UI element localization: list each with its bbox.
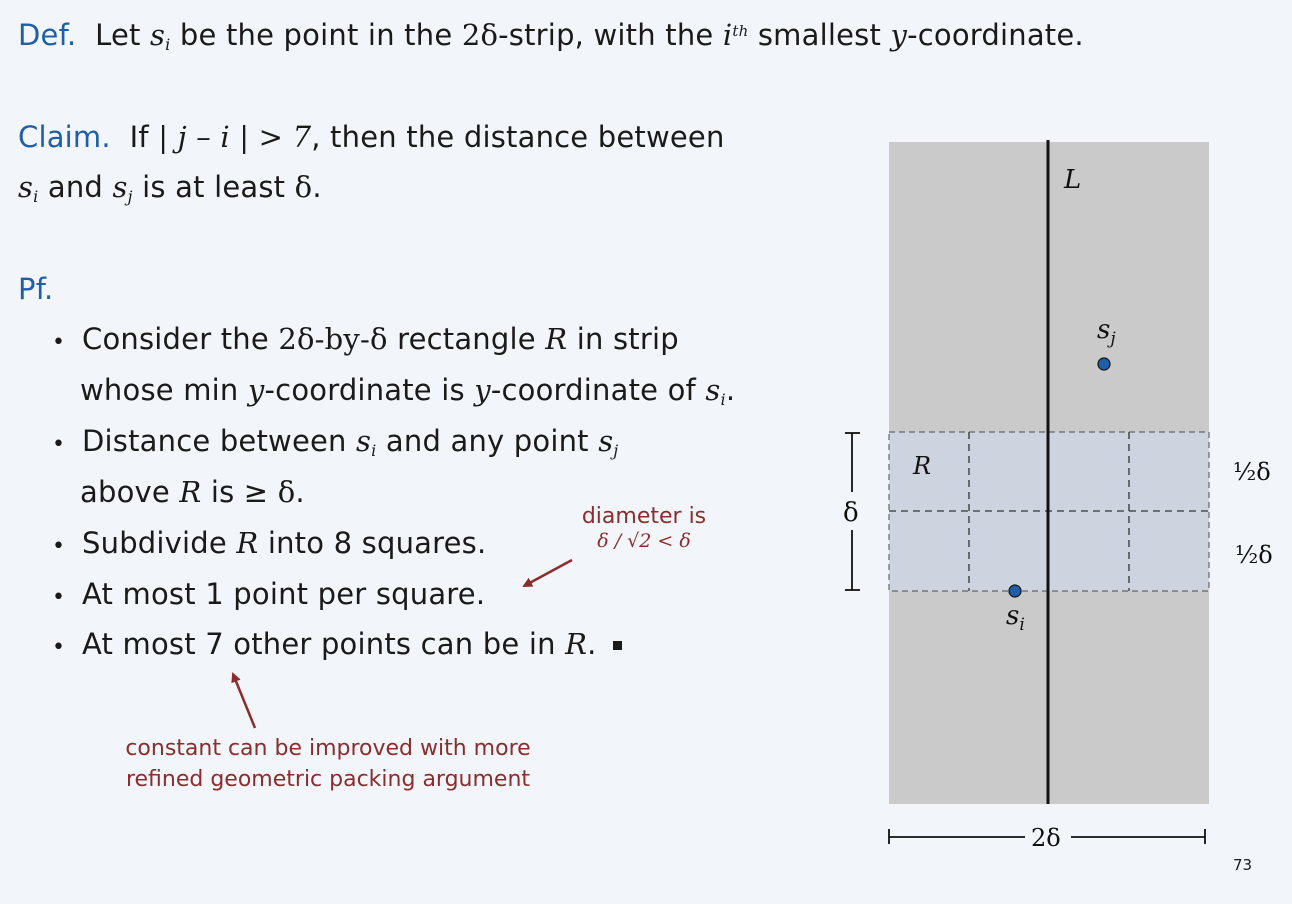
proof-text: Subdivide xyxy=(82,526,227,560)
i-variable: $i^{th}$ xyxy=(722,18,749,52)
proof-text: -coordinate of xyxy=(490,373,696,407)
proof-text: and any point xyxy=(385,424,589,458)
proof-bullet-3 xyxy=(82,526,486,560)
constant-arrow xyxy=(233,674,255,728)
definition-text: Let xyxy=(95,18,141,52)
proof-text: in strip xyxy=(576,322,679,356)
r-variable: R xyxy=(179,475,202,509)
claim-expression: | j – i | > 7 xyxy=(158,120,312,154)
proof-bullet-2 xyxy=(82,424,618,460)
diameter-arrow xyxy=(524,560,572,586)
period: . xyxy=(725,373,736,407)
r-variable: R xyxy=(545,322,568,356)
si-variable: $s_i$ xyxy=(705,373,726,409)
bullet: • xyxy=(52,585,65,610)
bullet: • xyxy=(52,432,65,457)
width-measure-label: 2δ xyxy=(1031,824,1061,852)
bullet: • xyxy=(52,534,65,559)
proof-bullet-1 xyxy=(82,322,679,356)
point-sj xyxy=(1098,358,1110,370)
si-variable: $s_i$ xyxy=(356,424,377,460)
si-label: $s_i$ xyxy=(1006,601,1025,635)
y-variable: y xyxy=(474,373,491,407)
claim-text: If xyxy=(129,120,149,154)
proof-text: Distance between xyxy=(82,424,347,458)
definition-line xyxy=(18,18,1084,54)
two-constant: 2 xyxy=(461,18,481,52)
y-variable: y xyxy=(890,18,908,52)
claim-text: , then the distance between xyxy=(311,120,725,154)
proof-text: is ≥ xyxy=(210,475,269,509)
diameter-annotation-text: diameter is xyxy=(581,504,707,529)
proof-text: whose min xyxy=(80,373,239,407)
r-variable: R xyxy=(565,627,588,661)
qed-square-icon xyxy=(613,641,622,650)
proof-bullet-5 xyxy=(82,627,622,661)
proof-text: -coordinate is xyxy=(264,373,465,407)
definition-label: Def. xyxy=(18,18,77,52)
proof-text: Consider the xyxy=(82,322,269,356)
claim-label: Claim. xyxy=(18,120,111,154)
half-delta-top-label: ½δ xyxy=(1233,458,1271,486)
sj-label: $s_j$ xyxy=(1097,315,1116,349)
delta-symbol: δ xyxy=(277,475,296,509)
sj-variable: $s_j$ xyxy=(112,170,133,206)
diameter-annotation-math: δ / √2 < δ xyxy=(597,530,691,552)
rect-r-label: R xyxy=(913,452,932,480)
claim-line-2 xyxy=(18,170,322,206)
proof-bullet-1-cont xyxy=(80,373,735,409)
delta-measure-label: δ xyxy=(843,498,859,528)
half-delta-bottom-label: ½δ xyxy=(1235,541,1273,569)
period: . xyxy=(312,170,322,204)
width-measure xyxy=(885,822,1215,852)
definition-text: -coordinate. xyxy=(907,18,1084,52)
strip-diagram xyxy=(830,130,1273,635)
claim-text: is at least xyxy=(142,170,286,204)
proof-bullet-4: At most 1 point per square. xyxy=(82,577,486,611)
definition-text: smallest xyxy=(757,18,882,52)
period: . xyxy=(587,627,597,661)
point-si xyxy=(1009,585,1021,597)
bullet: • xyxy=(52,330,65,355)
constant-annotation-line-2: refined geometric packing argument xyxy=(125,767,531,792)
proof-text: above xyxy=(80,475,170,509)
claim-line-1 xyxy=(18,120,725,154)
proof-text: At most 7 other points can be in xyxy=(82,627,556,661)
line-l-label: L xyxy=(1064,165,1082,195)
proof-label: Pf. xyxy=(18,272,54,306)
constant-annotation xyxy=(100,733,556,795)
si-variable: $s_i$ xyxy=(18,170,39,206)
proof-bullet-2-cont xyxy=(80,475,305,509)
sj-variable: $s_j$ xyxy=(598,424,619,460)
r-variable: R xyxy=(236,526,259,560)
period: . xyxy=(295,475,305,509)
bullet: • xyxy=(52,635,65,660)
proof-text: into 8 squares. xyxy=(267,526,487,560)
s-variable: $s_i$ xyxy=(150,18,171,54)
definition-text: -strip, with the xyxy=(498,18,714,52)
y-variable: y xyxy=(247,373,265,407)
proof-text: rectangle xyxy=(397,322,536,356)
delta-symbol: δ xyxy=(294,170,313,204)
page-number: 73 xyxy=(1233,856,1253,874)
claim-text: and xyxy=(47,170,104,204)
definition-text: be the point in the xyxy=(179,18,453,52)
delta-symbol: δ xyxy=(480,18,499,52)
constant-annotation-line-1: constant can be improved with more xyxy=(125,736,531,761)
diameter-annotation xyxy=(572,505,716,553)
rect-dimensions: 2δ-by-δ xyxy=(278,322,388,356)
